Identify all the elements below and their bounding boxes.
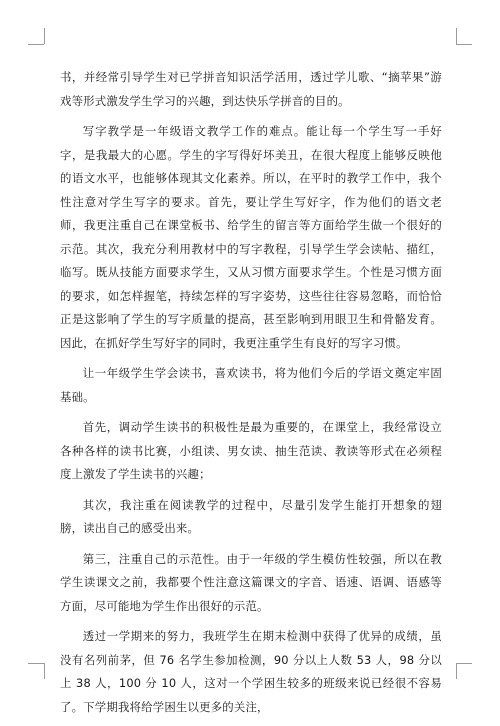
paragraph-1: 书，并经常引导学生对已学拼音知识活学活用，透过学儿歌、“摘苹果”游戏等形式激发学生学习的兴趣，到达快乐学拼音的目的。 — [60, 70, 442, 108]
paragraph-5: 其次，我注重在阅读教学的过程中，尽量引发学生能打开想象的翅膀，读出自己的感受出来。 — [60, 497, 442, 535]
paragraph-4: 首先，调动学生读书的积极性是最为重要的，在课堂上，我经常设立各种各样的读书比赛，小组读、男女读、抽生范读、教读等形式在必须程度上激发了学生读书的兴趣； — [60, 420, 442, 481]
document-body — [60, 66, 442, 726]
paragraph-3: 让一年级学生学会读书，喜欢读书，将为他们今后的学语文奠定牢固基础。 — [60, 366, 442, 404]
paragraph-6: 第三，注重自己的示范性。由于一年级的学生模仿性较强，所以在教学生读课文之前，我都要个性注意这篇课文的字音、语速、语调、语感等方面，尽可能地为学生作出很好的示范。 — [60, 551, 442, 613]
paragraph-2: 写字教学是一年级语文教学工作的难点。能让每一个学生写一手好字，是我最大的心愿。学生的字写得好坏美丑，在很大程度上能够反映他的语文水平，也能够体现其文化素养。所以，在平时的教学工作中，我个性注意对学生写字的要求。首先，要让学生写好字，作为他们的语文老师，我更注重自己在课堂板书、给学生的留言等方面给学生做一个很好的示范。其次，我充分利用教材中的写字教程，引导学生学会读帖、描红，临写。既从技能方面要求学生，又从习惯方面要求学生。个性是习惯方面的要求，如怎样握笔，持续怎样的写字姿势，这些往往容易忽略，而恰恰正是这影响了学生的写字质量的提高，甚至影响到用眼卫生和骨骼发育。因此，在抓好学生写好字的同时，我更注重学生有良好的写字习惯。 — [60, 124, 442, 350]
paragraph-7: 透过一学期来的努力，我班学生在期末检测中获得了优异的成绩，虽没有名列前茅，但 76 名学生参加检测，90 分以上人数 53 人，98 分以上 38 人，100 分 10 人，这对一个学困生较多的班级来说已经很不容易了。下学期我将给学困生以更多的关注， — [60, 629, 442, 714]
